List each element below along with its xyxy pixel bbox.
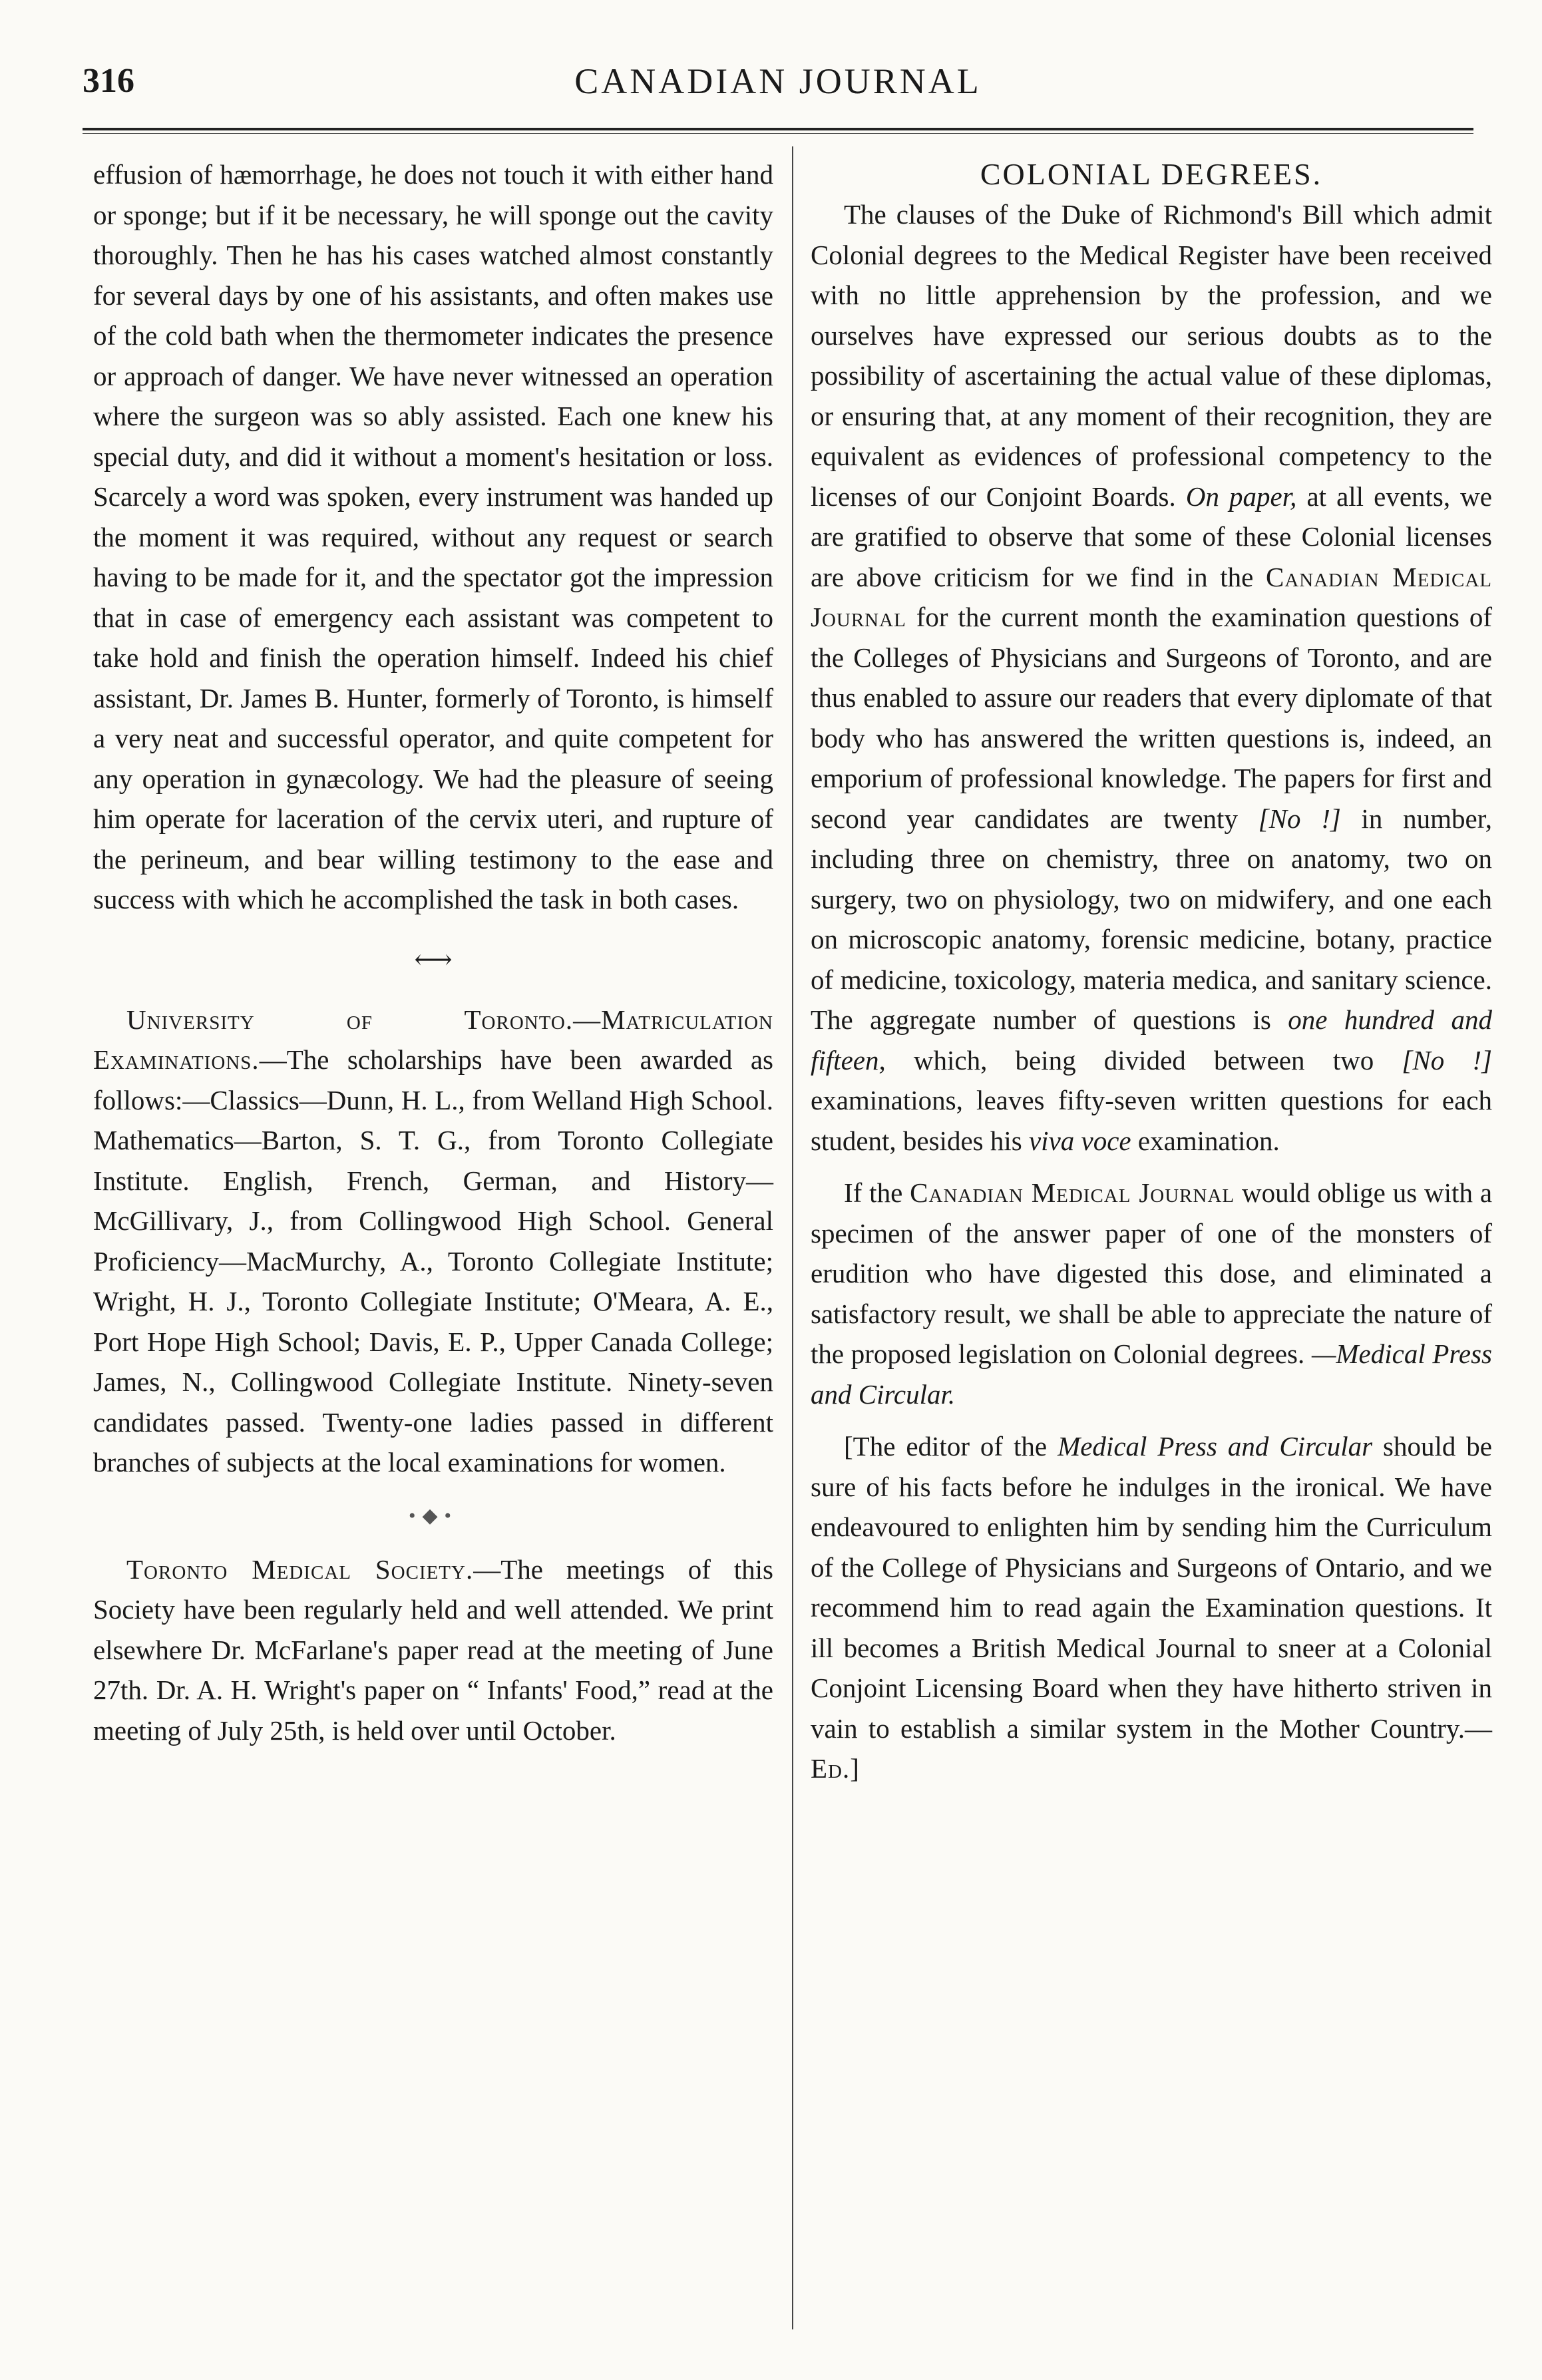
journal-request-paragraph: If the Canadian Medical Journal would oblige us with a specimen of the answer paper of one of the monsters of erudition who have digested this dose, and eliminated a satisfactory result, we shall be able to appreciate the nature of the proposed legislation on Colonial degrees. —Medical Press and Circular. (811, 1177, 1493, 1410)
column-divider (792, 146, 793, 2329)
editor-signature: Ed. (811, 1753, 851, 1784)
page-number: 316 (83, 62, 134, 100)
matriculation-paragraph (93, 1000, 773, 1483)
matriculation-body: —The scholarships have been awarded as follows:—Classics—Dunn, H. L., from Welland High School. Mathematics—Barton, S. T. G., from Toronto Collegiate Institute. English, French, German, and History—McGillivary, J., from Collingwood High School. General Proficiency—MacMurchy, A., Toronto Collegiate Institute; Wright, H. J., Toronto Collegiate Institute; O'Meara, A. E., Port Hope High School; Davis, E. P., Upper Canada College; James, N., Collingwood Collegiate Institute. Ninety-seven candidates passed. Twenty-one ladies passed in different branches of subjects at the local examinations for women. (93, 1044, 773, 1478)
section-separator: ⟷ (414, 944, 453, 974)
medical-society-heading: Toronto Medical Society. (126, 1553, 474, 1585)
header-rule (83, 128, 1473, 130)
right-column (811, 154, 1492, 1789)
colonial-degrees-paragraph: The clauses of the Duke of Richmond's Bill which admit Colonial degrees to the Medical Register have been received with no little apprehension by the profession, and we ourselves have expressed our serious doubts as to the possibility of ascertaining the actual value of these diplomas, or ensuring that, at any moment of their recognition, they are equivalent as evidences of professional competency to the licenses of our Conjoint Boards. On paper, at all events, we are gratified to observe that some of these Colonial licenses are above criticism for we find in the Canadian Medical Journal for the current month the examination questions of the Colleges of Physicians and Surgeons of Toronto, and are thus enabled to assure our readers that every diplomate of that body who has answered the written questions is, indeed, an emporium of professional knowledge. The papers for first and second year candidates are twenty [No !] in number, including three on chemistry, three on anatomy, two on surgery, two on physiology, two on midwifery, and one each on microscopic anatomy, forensic medicine, botany, practice of medicine, toxicology, materia medica, and sanitary science. The aggregate number of questions is one hundred and fifteen, which, being divided between two [No !] examinations, leaves fifty-seven written questions for each student, besides his viva voce examination. (811, 199, 1493, 1156)
header-rule-thin (83, 133, 1473, 134)
left-column (93, 154, 773, 1750)
section-separator-small: •◆• (408, 1504, 459, 1527)
page-header (83, 61, 1473, 121)
medical-society-paragraph (93, 1549, 773, 1751)
colonial-degrees-title: COLONIAL DEGREES. (980, 157, 1323, 191)
journal-name: Canadian Medical Journal (910, 1177, 1235, 1208)
surgery-paragraph: effusion of hæmorrhage, he does not touch it with either hand or sponge; but if it be necessary, he will sponge out the cavity thoroughly. Then he has his cases watched almost constantly for several days by one of his assistants, and often makes use of the cold bath when the thermometer indicates the presence or approach of danger. We have never witnessed an operation where the surgeon was so ably assisted. Each one knew his special duty, and did it without a moment's hesitation or loss. Scarcely a word was spoken, every instrument was handed up the moment it was required, without any request or search having to be made for it, and the spectator got the impression that in case of emergency each assistant was competent to take hold and finish the operation himself. Indeed his chief assistant, Dr. James B. Hunter, formerly of Toronto, is himself a very neat and successful operator, and quite competent for any operation in gynæcology. We had the pleasure of seeing him operate for laceration of the cervix uteri, and rupture of the perineum, and bear willing testimony to the ease and success with which he accomplished the task in both cases. (93, 159, 773, 914)
source-citation: —Medical Press and Circular. (811, 1338, 1493, 1410)
matriculation-heading: University of Toronto.—Matriculation Examinations. (93, 1004, 773, 1075)
running-head: CANADIAN JOURNAL (574, 61, 982, 101)
journal-name: Canadian Medical Journal (811, 561, 1493, 632)
medical-society-body: —The meetings of this Society have been regularly held and well attended. We print elsewhere Dr. McFarlane's paper read at the meeting of June 27th. Dr. A. H. Wright's paper on “ Infants' Food,” read at the meeting of July 25th, is held over until October. (93, 1553, 773, 1746)
editor-reply-paragraph: [The editor of the Medical Press and Circular should be sure of his facts before he indulges in the ironical. We have endeavoured to enlighten him by sending him the Curriculum of the College of Physicians and Surgeons of Ontario, and we recommend him to read again the Examination questions. It ill becomes a British Medical Journal to sneer at a Colonial Conjoint Licensing Board when they have hitherto striven in vain to establish a similar system in the Mother Country.—Ed.] (811, 1431, 1493, 1784)
